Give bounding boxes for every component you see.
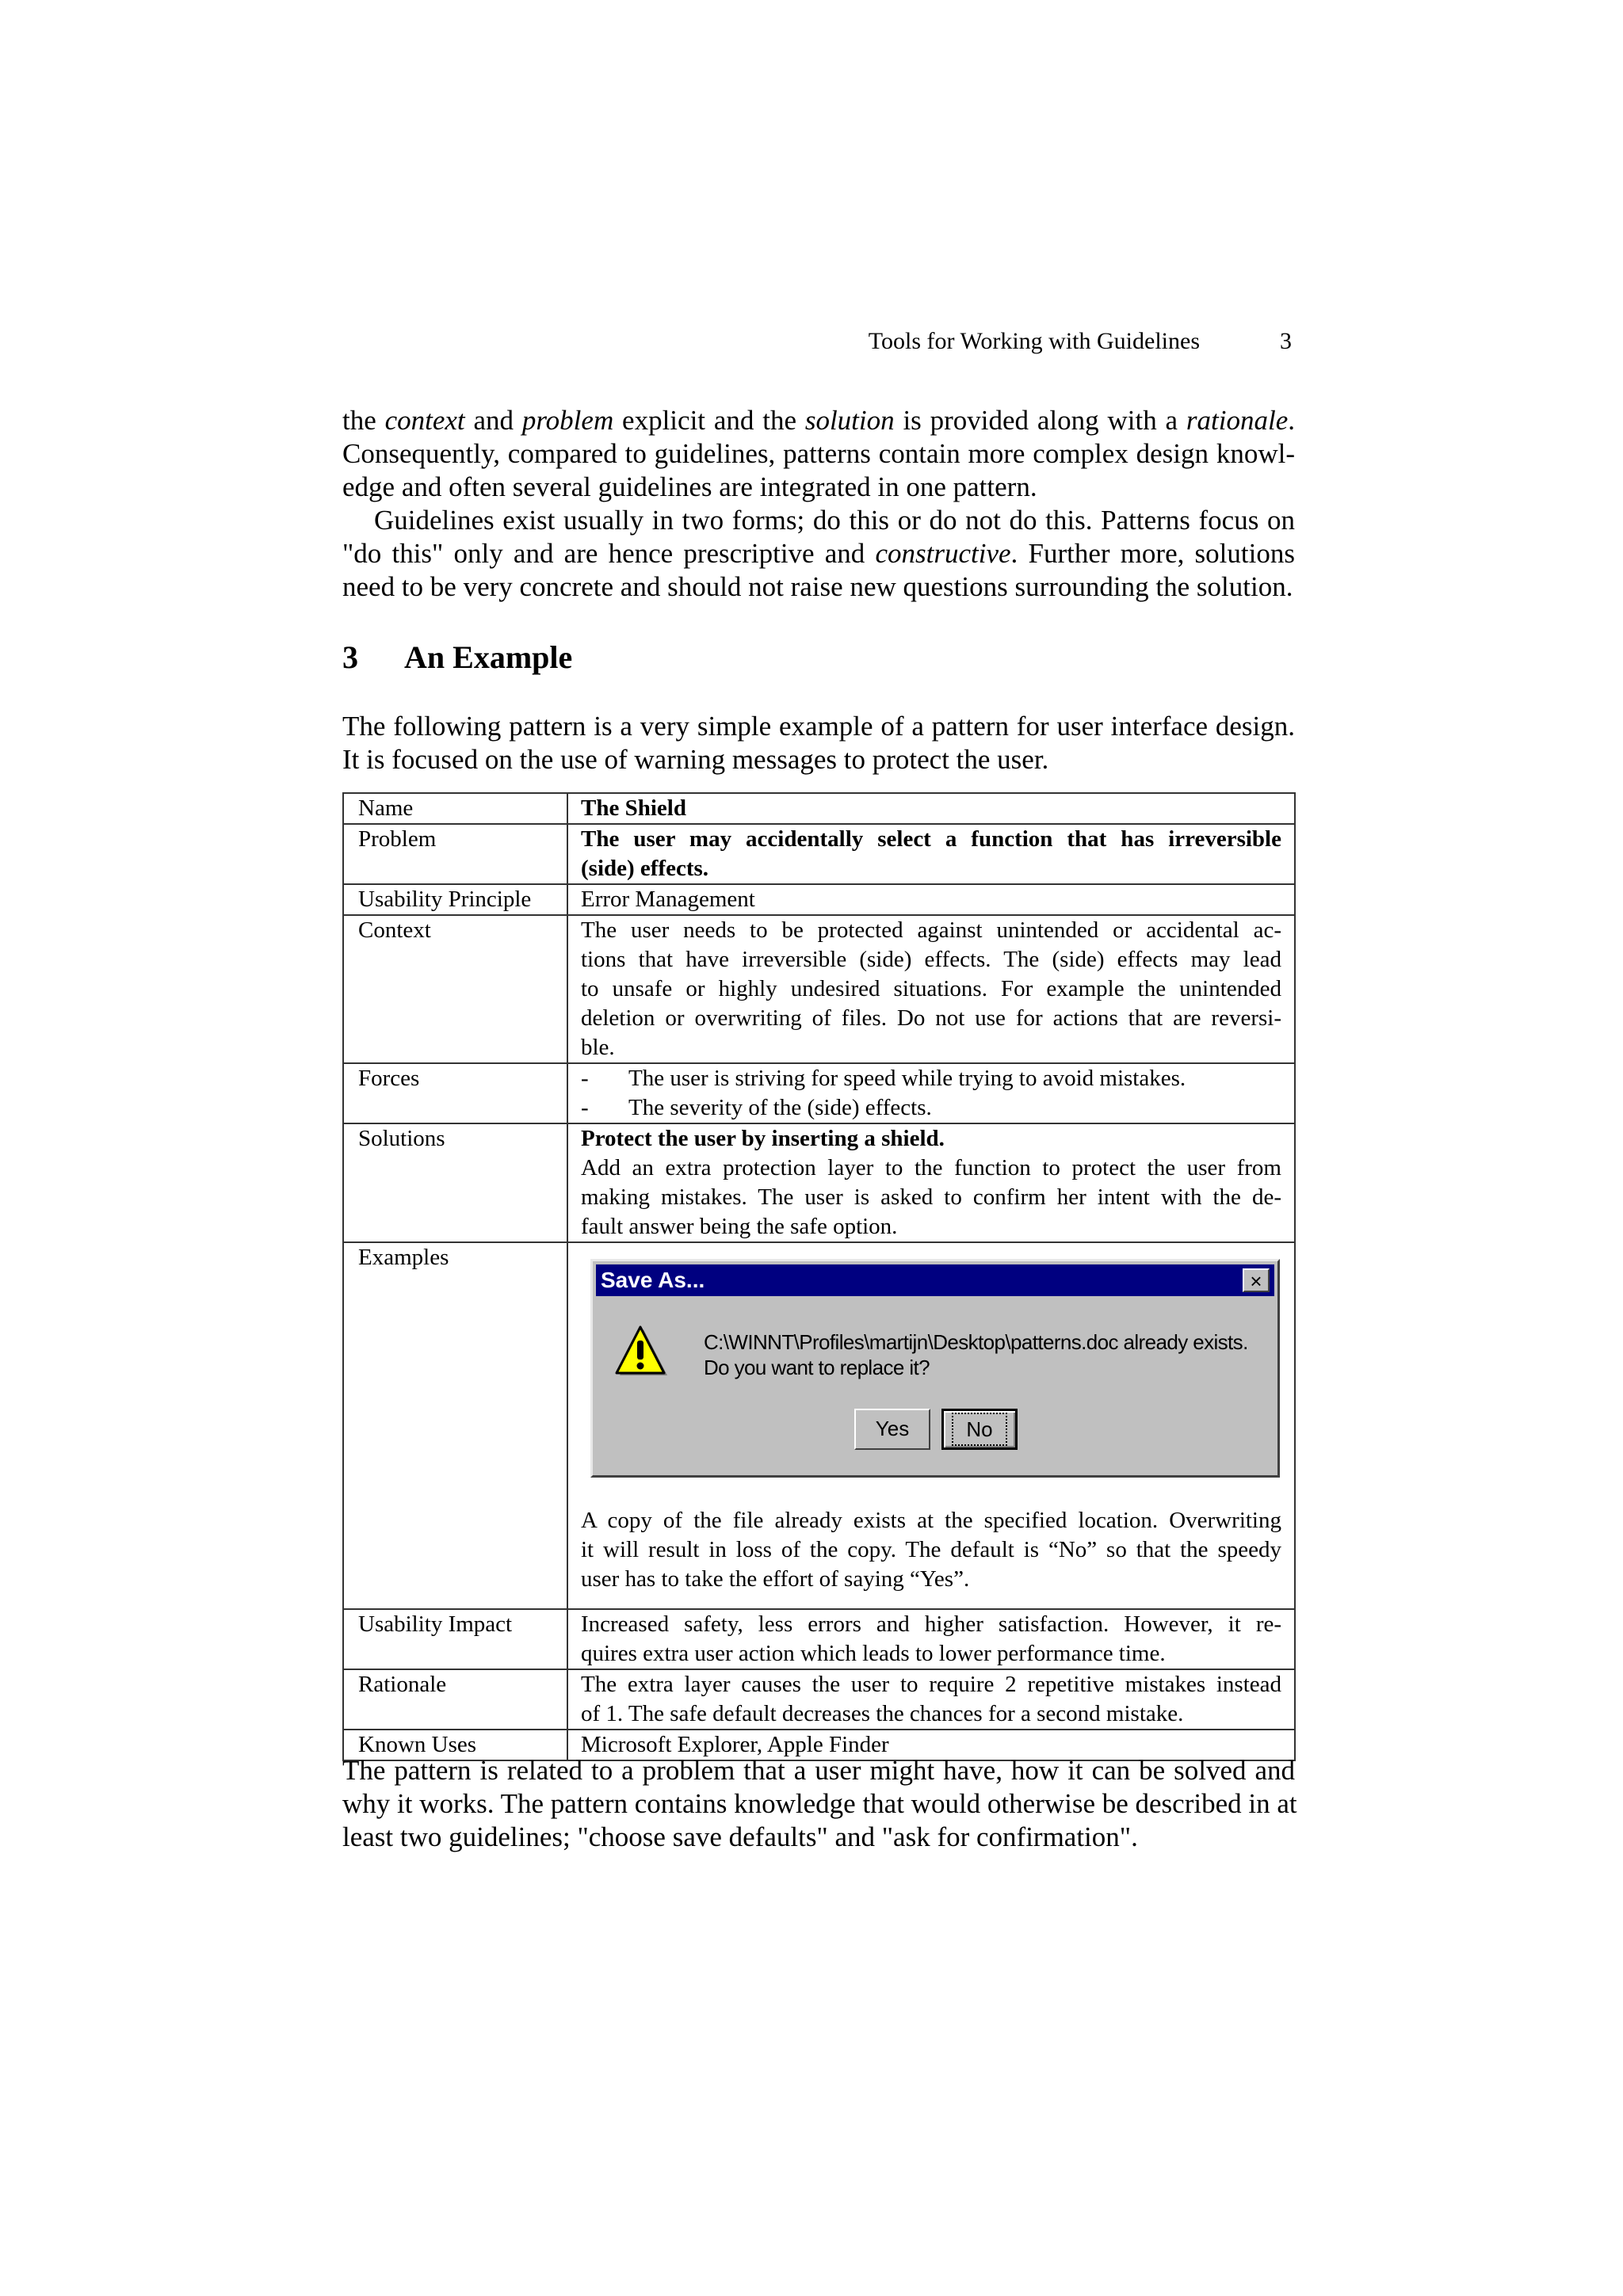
closing-line-3: least two guidelines; "choose save defaults" and "ask for confirmation". bbox=[342, 1821, 1138, 1852]
table-row bbox=[343, 824, 1295, 884]
table-row bbox=[343, 793, 1295, 824]
row-value: Save As... × C:\WINNT\Profiles\martijn\Desktop\patterns.doc already exists. Do you want to replace it? Yes No A copy of the file already exists at the specified location. Overwriting it will result in loss of the copy. The default is “No” so that the speedy user has to take the effort of saying “Yes”. bbox=[567, 1242, 1295, 1609]
closing-line-2: why it works. The pattern contains knowledge that would otherwise be described in at bbox=[342, 1788, 1297, 1819]
dialog-titlebar bbox=[596, 1264, 1274, 1296]
table-row bbox=[343, 915, 1295, 1063]
row-key: Solutions bbox=[343, 1123, 567, 1242]
section-heading bbox=[342, 639, 572, 678]
intro-paragraph bbox=[342, 404, 1295, 604]
running-title: Tools for Working with Guidelines bbox=[868, 328, 1200, 354]
intro-line-2: Consequently, compared to guidelines, patterns contain more complex design knowl- bbox=[342, 438, 1295, 469]
table-row bbox=[343, 1063, 1295, 1123]
page-number: 3 bbox=[1280, 328, 1292, 354]
table-row bbox=[343, 1242, 1295, 1609]
intro-line-6: need to be very concrete and should not raise new questions surrounding the solution. bbox=[342, 571, 1293, 602]
pattern-table bbox=[342, 792, 1296, 1761]
lead-line-1: The following pattern is a very simple example of a pattern for user interface design. bbox=[342, 711, 1295, 742]
closing-line-1: The pattern is related to a problem that a user might have, how it can be solved and bbox=[342, 1755, 1295, 1786]
table-row bbox=[343, 1123, 1295, 1242]
warning-icon bbox=[613, 1325, 670, 1382]
intro-line-3: edge and often several guidelines are integrated in one pattern. bbox=[342, 471, 1037, 502]
section-title: An Example bbox=[404, 639, 573, 675]
row-value: The user needs to be protected against unintended or accidental ac- tions that have irreversible (side) effects. The (side) effects may lead to unsafe or highly undesired situations. For example the unintended deletion or overwriting of files. Do not use for actions that are reversi- ble. bbox=[567, 915, 1295, 1063]
row-key: Problem bbox=[343, 824, 567, 884]
lead-paragraph bbox=[342, 710, 1295, 776]
section-number: 3 bbox=[342, 639, 358, 675]
row-key: Rationale bbox=[343, 1669, 567, 1730]
page-header bbox=[342, 328, 1295, 360]
row-value: Increased safety, less errors and higher satisfaction. However, it re- quires extra user action which leads to lower performance time. bbox=[567, 1609, 1295, 1669]
force-item: - The user is striving for speed while trying to avoid mistakes. bbox=[581, 1066, 1186, 1091]
row-value: Protect the user by inserting a shield. Add an extra protection layer to the function to protect the user from making mistakes. The user is asked to confirm her intent with the de- fault answer being the safe option. bbox=[567, 1123, 1295, 1242]
yes-button[interactable]: Yes bbox=[854, 1409, 930, 1450]
row-key: Forces bbox=[343, 1063, 567, 1123]
table-row bbox=[343, 884, 1295, 915]
close-button[interactable]: × bbox=[1243, 1268, 1270, 1292]
row-value: Error Management bbox=[567, 884, 1295, 915]
row-key: Examples bbox=[343, 1242, 567, 1609]
table-row bbox=[343, 1669, 1295, 1730]
intro-line-1: the context and problem explicit and the solution is provided along with a rationale. bbox=[342, 405, 1295, 436]
row-value: The user may accidentally select a function that has irreversible (side) effects. bbox=[567, 824, 1295, 884]
row-key: Name bbox=[343, 793, 567, 824]
table-row bbox=[343, 1609, 1295, 1669]
dialog-message: C:\WINNT\Profiles\martijn\Desktop\patterns.doc already exists. Do you want to replace it? bbox=[704, 1330, 1248, 1379]
row-value: The extra layer causes the user to require 2 repetitive mistakes instead of 1. The safe default decreases the chances for a second mistake. bbox=[567, 1669, 1295, 1730]
dialog-title: Save As... bbox=[601, 1268, 705, 1292]
row-key: Context bbox=[343, 915, 567, 1063]
intro-line-5: "do this" only and are hence prescriptive and constructive. Further more, solutions bbox=[342, 538, 1295, 569]
row-value bbox=[567, 1063, 1295, 1123]
row-key: Usability Impact bbox=[343, 1609, 567, 1669]
intro-line-4: Guidelines exist usually in two forms; do this or do not do this. Patterns focus on bbox=[374, 505, 1295, 536]
save-as-dialog-screenshot bbox=[590, 1259, 1280, 1478]
closing-paragraph bbox=[342, 1754, 1295, 1854]
row-value: Microsoft Explorer, Apple Finder bbox=[567, 1730, 1295, 1760]
lead-line-2: It is focused on the use of warning messages to protect the user. bbox=[342, 744, 1049, 775]
force-item: - The severity of the (side) effects. bbox=[581, 1095, 932, 1120]
row-key: Known Uses bbox=[343, 1730, 567, 1760]
row-key: Usability Principle bbox=[343, 884, 567, 915]
row-value: The Shield bbox=[567, 793, 1295, 824]
no-button[interactable]: No bbox=[941, 1409, 1018, 1450]
